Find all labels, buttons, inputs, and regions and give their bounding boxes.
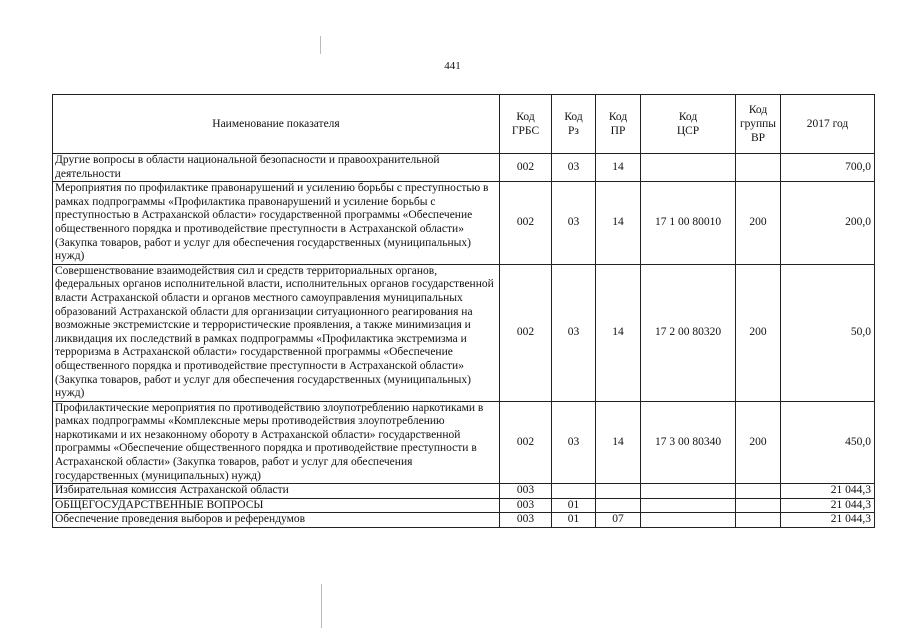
row-csr (641, 498, 736, 513)
budget-table (52, 94, 875, 528)
row-pr: 14 (596, 264, 641, 401)
row-grbs: 002 (500, 401, 552, 484)
table-header-row (53, 95, 875, 154)
header-pr: Код ПР (596, 95, 641, 154)
scan-artifact-top (320, 36, 321, 54)
table-row (53, 264, 875, 401)
row-vr: 200 (736, 401, 781, 484)
row-rz: 03 (552, 264, 596, 401)
row-csr (641, 154, 736, 182)
row-pr (596, 498, 641, 513)
row-csr: 17 3 00 80340 (641, 401, 736, 484)
row-vr (736, 498, 781, 513)
row-rz: 03 (552, 154, 596, 182)
table-row (53, 498, 875, 513)
header-csr: Код ЦСР (641, 95, 736, 154)
row-name: Обеспечение проведения выборов и референдумов (53, 513, 500, 528)
row-csr (641, 513, 736, 528)
row-amount: 21 044,3 (781, 484, 875, 499)
table-row (53, 154, 875, 182)
row-csr: 17 1 00 80010 (641, 182, 736, 265)
row-amount: 21 044,3 (781, 498, 875, 513)
row-rz: 03 (552, 182, 596, 265)
row-rz: 01 (552, 513, 596, 528)
row-pr: 14 (596, 401, 641, 484)
row-pr: 14 (596, 154, 641, 182)
row-grbs: 003 (500, 498, 552, 513)
row-rz (552, 484, 596, 499)
table-row (53, 182, 875, 265)
row-name: Профилактические мероприятия по противодействию злоупотреблению наркотиками в рамках подпрограммы «Комплексные меры противодействия злоупотреблению наркотиками и их незаконному обороту в Астраханской области» государственной программы «Обеспечение общественного порядка и противодействие преступности в Астраханской области» (Закупка товаров, работ и услуг для обеспечения государственных (муниципальных) нужд) (53, 401, 500, 484)
row-name: Совершенствование взаимодействия сил и средств территориальных органов, федеральных органов исполнительной власти, исполнительных органов государственной власти Астраханской области и органов местного самоуправления муниципальных образований Астраханской области для организации ситуационного реагирования на возможные экстремистские и террористические проявления, а также минимизация и ликвидация их последствий в рамках подпрограммы «Профилактика экстремизма и терроризма в Астраханской области» государственной программы «Обеспечение общественного порядка и противодействие преступности в Астраханской области» (Закупка товаров, работ и услуг для обеспечения государственных (муниципальных) нужд) (53, 264, 500, 401)
row-grbs: 002 (500, 264, 552, 401)
row-amount: 21 044,3 (781, 513, 875, 528)
row-csr (641, 484, 736, 499)
row-rz: 03 (552, 401, 596, 484)
row-amount: 450,0 (781, 401, 875, 484)
row-name: Мероприятия по профилактике правонарушений и усилению борьбы с преступностью в рамках подпрограммы «Профилактика правонарушений и усиление борьбы с преступностью в Астраханской области» государственной программы «Обеспечение общественного порядка и противодействие преступности в Астраханской области» (Закупка товаров, работ и услуг для обеспечения государственных (муниципальных) нужд) (53, 182, 500, 265)
row-vr (736, 513, 781, 528)
header-rz: Код Рз (552, 95, 596, 154)
row-csr: 17 2 00 80320 (641, 264, 736, 401)
row-vr: 200 (736, 182, 781, 265)
header-grbs: Код ГРБС (500, 95, 552, 154)
row-name: Другие вопросы в области национальной безопасности и правоохранительной деятельности (53, 154, 500, 182)
row-pr: 07 (596, 513, 641, 528)
row-grbs: 003 (500, 484, 552, 499)
table-row (53, 484, 875, 499)
scan-artifact-bottom (321, 584, 322, 628)
row-vr: 200 (736, 264, 781, 401)
table-row (53, 401, 875, 484)
row-vr (736, 484, 781, 499)
row-name: Избирательная комиссия Астраханской области (53, 484, 500, 499)
row-grbs: 002 (500, 182, 552, 265)
header-name: Наименование показателя (53, 95, 500, 154)
header-vr: Код группы ВР (736, 95, 781, 154)
row-pr: 14 (596, 182, 641, 265)
row-amount: 200,0 (781, 182, 875, 265)
row-amount: 700,0 (781, 154, 875, 182)
row-amount: 50,0 (781, 264, 875, 401)
table-row (53, 513, 875, 528)
header-year: 2017 год (781, 95, 875, 154)
page-number: 441 (444, 60, 461, 72)
row-vr (736, 154, 781, 182)
row-name: ОБЩЕГОСУДАРСТВЕННЫЕ ВОПРОСЫ (53, 498, 500, 513)
row-grbs: 003 (500, 513, 552, 528)
row-rz: 01 (552, 498, 596, 513)
row-grbs: 002 (500, 154, 552, 182)
row-pr (596, 484, 641, 499)
